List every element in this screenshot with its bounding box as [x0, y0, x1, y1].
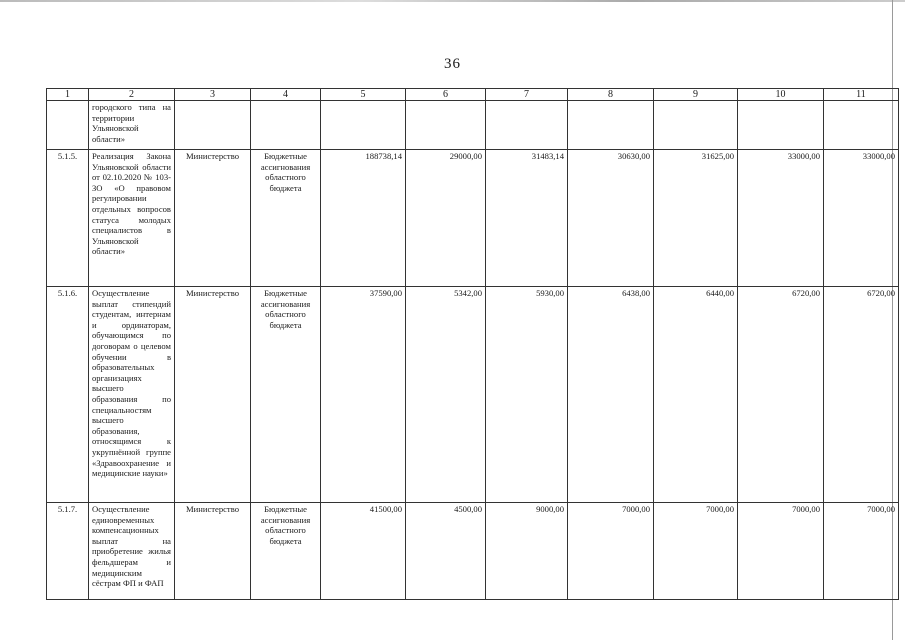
row-value: 6720,00	[738, 287, 824, 503]
row-value: 41500,00	[321, 503, 406, 600]
page-number: 36	[444, 56, 461, 72]
table-row	[47, 150, 899, 287]
row-funding-source: Бюджетные ассигнования областного бюджета	[251, 287, 321, 503]
row-value: 7000,00	[824, 503, 899, 600]
row-value	[738, 101, 824, 150]
header-cell: 6	[406, 89, 486, 101]
header-cell: 9	[654, 89, 738, 101]
row-value	[568, 101, 654, 150]
row-number: 5.1.6.	[47, 287, 89, 503]
row-executor: Министерство	[175, 503, 251, 600]
row-value: 31483,14	[486, 150, 568, 287]
row-number	[47, 101, 89, 150]
table-row	[47, 101, 899, 150]
header-cell: 3	[175, 89, 251, 101]
row-value: 29000,00	[406, 150, 486, 287]
header-cell: 11	[824, 89, 899, 101]
row-number: 5.1.7.	[47, 503, 89, 600]
row-value: 4500,00	[406, 503, 486, 600]
row-description: Осуществление выплат стипендий студентам, интернам и ординаторам, обучающимся по договорам о целевом обучении в образовательных организациях высшего образования по специальностям высшего образования, относящимся к укрупнённой группе «Здравоохранение и медицинские науки»	[89, 287, 175, 503]
row-value	[824, 101, 899, 150]
row-executor: Министерство	[175, 287, 251, 503]
row-value: 6440,00	[654, 287, 738, 503]
header-cell: 8	[568, 89, 654, 101]
header-cell: 2	[89, 89, 175, 101]
row-value: 7000,00	[738, 503, 824, 600]
header-row	[47, 89, 899, 101]
row-description: Осуществление единовременных компенсационных выплат на приобретение жилья фельдшерам и медицинским сёстрам ФП и ФАП	[89, 503, 175, 600]
row-value: 9000,00	[486, 503, 568, 600]
row-value: 31625,00	[654, 150, 738, 287]
row-description: Реализация Закона Ульяновской области от 02.10.2020 № 103-ЗО «О правовом регулировании отдельных вопросов статуса молодых специалистов в Ульяновской области»	[89, 150, 175, 287]
row-value: 7000,00	[568, 503, 654, 600]
row-value: 33000,00	[824, 150, 899, 287]
header-cell: 4	[251, 89, 321, 101]
header-cell: 1	[47, 89, 89, 101]
table-row	[47, 503, 899, 600]
table-row	[47, 287, 899, 503]
row-value	[406, 101, 486, 150]
budget-table	[46, 88, 899, 600]
header-cell: 10	[738, 89, 824, 101]
row-value: 5930,00	[486, 287, 568, 503]
scan-edge-top	[0, 0, 905, 2]
row-value: 188738,14	[321, 150, 406, 287]
row-value: 6438,00	[568, 287, 654, 503]
row-value: 5342,00	[406, 287, 486, 503]
row-value: 37590,00	[321, 287, 406, 503]
row-value	[321, 101, 406, 150]
row-value: 33000,00	[738, 150, 824, 287]
row-funding-source: Бюджетные ассигнования областного бюджета	[251, 150, 321, 287]
row-number: 5.1.5.	[47, 150, 89, 287]
row-funding-source: Бюджетные ассигнования областного бюджета	[251, 503, 321, 600]
row-value: 7000,00	[654, 503, 738, 600]
row-funding-source	[251, 101, 321, 150]
header-cell: 5	[321, 89, 406, 101]
row-value	[654, 101, 738, 150]
row-executor	[175, 101, 251, 150]
row-executor: Министерство	[175, 150, 251, 287]
row-value	[486, 101, 568, 150]
row-value: 6720,00	[824, 287, 899, 503]
header-cell: 7	[486, 89, 568, 101]
row-value: 30630,00	[568, 150, 654, 287]
row-description: городского типа на территории Ульяновской области»	[89, 101, 175, 150]
